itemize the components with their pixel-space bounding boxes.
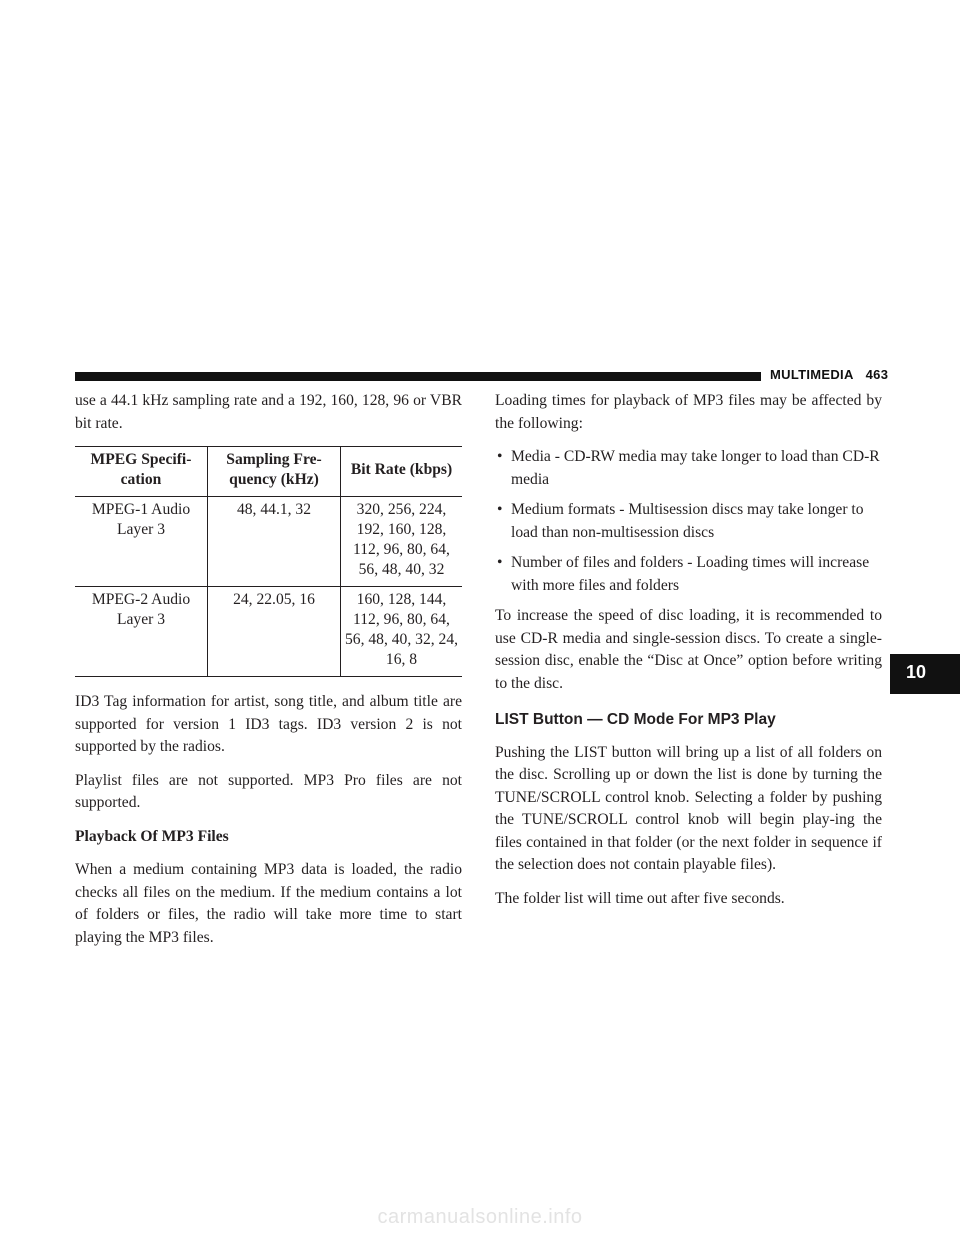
table-row [75, 497, 462, 587]
header-bit-rate: Bit Rate (kbps) [341, 447, 463, 497]
list-item [495, 552, 882, 597]
playlist-paragraph: Playlist files are not supported. MP3 Pro files are not supported. [75, 771, 462, 811]
running-header [770, 367, 888, 382]
list-paragraph: Pushing the LIST button will bring up a list of all folders on the disc. Scrolling up or down the list is done by turning the TUNE/SCROLL control knob. Selecting a folder by pushing the TUNE/SCROLL control knob will begin play-ing the files contained in that folder (or the next folder in sequence if the selection does not contain playable files). [495, 743, 882, 873]
header-sampling-frequency: Sampling Fre- quency (kHz) [208, 447, 341, 497]
loading-paragraph: Loading times for playback of MP3 files may be affected by the following: [495, 392, 882, 432]
chapter-tab [890, 654, 960, 694]
table-cell-bitrate: 320, 256, 224, 192, 160, 128, 112, 96, 80, 64, 56, 48, 40, 32 [341, 497, 463, 587]
table-cell-bitrate: 160, 128, 144, 112, 96, 80, 64, 56, 48, 40, 32, 24, 16, 8 [341, 587, 463, 677]
list-item-text: Medium formats - Multisession discs may take longer to load than non-multisession discs [511, 501, 864, 541]
right-column [495, 390, 882, 921]
table-cell-spec: MPEG-1 Audio Layer 3 [75, 497, 208, 587]
page-number: 463 [865, 367, 889, 382]
timeout-paragraph: The folder list will time out after five seconds. [495, 889, 785, 907]
bullet-icon: • [497, 554, 503, 571]
header-rule [75, 372, 761, 381]
speed-paragraph: To increase the speed of disc loading, it is recommended to use CD-R media and single-session discs. To create a single-session disc, enable the “Disc at Once” option before writing to the disc. [495, 607, 882, 692]
list-item [495, 446, 882, 491]
left-column [75, 390, 462, 960]
table-row [75, 587, 462, 677]
list-item-text: Media - CD-RW media may take longer to load than CD-R media [511, 448, 880, 488]
intro-paragraph: use a 44.1 kHz sampling rate and a 192, 160, 128, 96 or VBR bit rate. [75, 392, 462, 432]
bullet-icon: • [497, 501, 503, 518]
table-cell-frequency: 24, 22.05, 16 [208, 587, 341, 677]
bullet-icon: • [497, 448, 503, 465]
table-header-row [75, 447, 462, 497]
playback-subheading: Playback Of MP3 Files [75, 827, 229, 845]
table-cell-spec: MPEG-2 Audio Layer 3 [91, 591, 191, 628]
table-cell-frequency: 48, 44.1, 32 [208, 497, 341, 587]
header-mpeg-specification: MPEG Specifi- cation [75, 447, 208, 497]
section-title: MULTIMEDIA [770, 367, 854, 382]
mpeg-spec-table [75, 446, 462, 677]
list-button-heading: LIST Button — CD Mode For MP3 Play [495, 711, 776, 728]
list-item-text: Number of files and folders - Loading times will increase with more files and folders [511, 554, 870, 594]
list-item [495, 499, 882, 544]
footer-watermark: carmanualsonline.info [377, 1206, 583, 1228]
chapter-number: 10 [906, 662, 927, 682]
playback-paragraph: When a medium containing MP3 data is loaded, the radio checks all files on the medium. If the medium contains a lot of folders or files, the radio will take more time to start playing the MP3 files. [75, 861, 462, 946]
id3-paragraph: ID3 Tag information for artist, song title, and album title are supported for version 1 ID3 tags. ID3 version 2 is not supported by the radios. [75, 693, 462, 755]
loading-factors-list [495, 446, 882, 597]
